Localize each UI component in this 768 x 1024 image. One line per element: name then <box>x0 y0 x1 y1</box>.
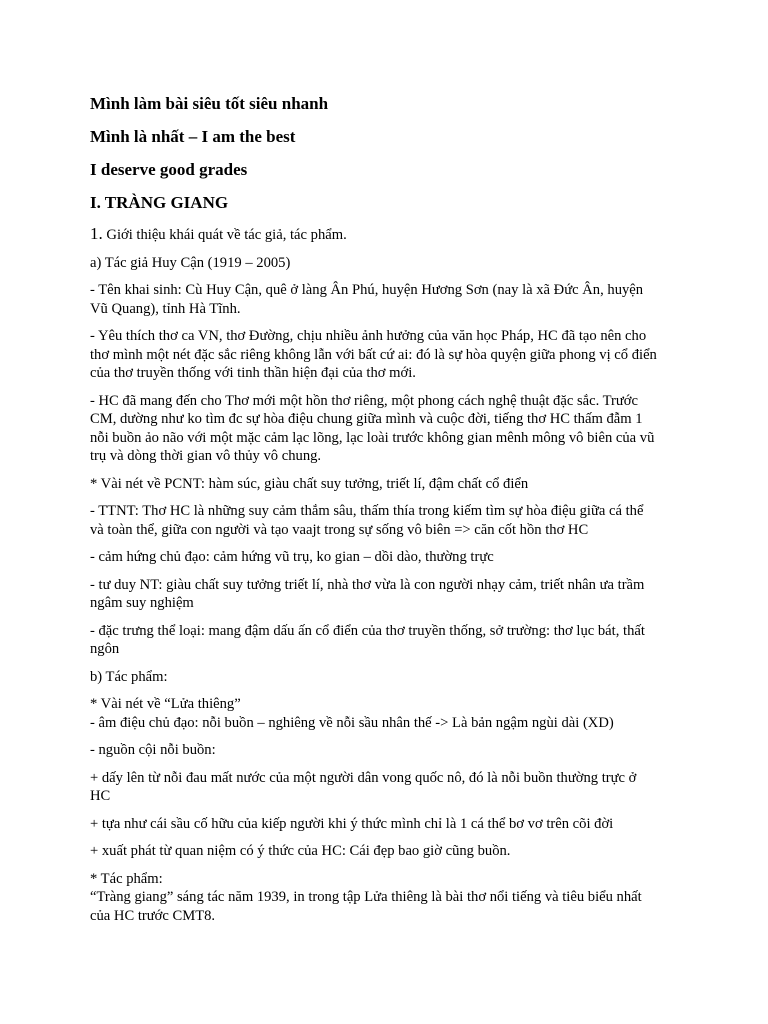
heading-1: Mình làm bài siêu tốt siêu nhanh <box>90 94 329 113</box>
text-line: và toàn thể, giữa con người và tạo vaajt trong sự sống vô biên => căn cốt hồn thơ HC <box>90 521 589 538</box>
text-line: ngôn <box>90 641 120 657</box>
text-line: - TTNT: Thơ HC là những suy cảm thắm sâu, thấm thía trong kiếm tìm sự hòa điệu giữa cá thể <box>90 503 644 519</box>
text-line: trụ và dòng thời gian vô thủy vô chung. <box>90 448 322 464</box>
paragraph <box>90 475 678 494</box>
paragraph <box>90 576 678 613</box>
text-line: a) Tác giả Huy Cận (1919 – 2005) <box>90 254 291 271</box>
paragraph <box>90 392 678 466</box>
text-line: nỗi buồn ảo não với một mặc cảm lạc lõng, lạc loài trước không gian mênh mông vô biên của vũ <box>90 429 655 446</box>
text-line: * Vài nét về “Lửa thiêng” <box>90 696 241 712</box>
intro-line <box>90 225 678 245</box>
text-line: - cảm hứng chủ đạo: cảm hứng vũ trụ, ko gian – dồi dào, thường trực <box>90 549 494 565</box>
intro-text: Giới thiệu khái quát về tác giả, tác phẩm. <box>102 227 347 243</box>
paragraph <box>90 327 678 383</box>
heading-3: I deserve good grades <box>90 160 248 179</box>
text-line: - HC đã mang đến cho Thơ mới một hồn thơ riêng, một phong cách nghệ thuật đặc sắc. Trước <box>90 392 638 409</box>
text-line: “Tràng giang” sáng tác năm 1939, in trong tập Lửa thiêng là bài thơ nổi tiếng và tiêu biểu nhất <box>90 889 642 905</box>
paragraph <box>90 870 678 926</box>
text-line: CM, dường như ko tìm đc sự hòa điệu chung giữa mình và cuộc đời, tiếng thơ HC thấm đẫm 1 <box>90 411 643 427</box>
text-line: của HC trước CMT8. <box>90 907 216 924</box>
paragraph <box>90 622 678 659</box>
section-title: I. TRÀNG GIANG <box>90 193 229 212</box>
text-line: + dấy lên từ nỗi đau mất nước của một người dân vong quốc nô, đó là nỗi buồn thường trực ở <box>90 769 637 786</box>
text-line: Vũ Quang), tỉnh Hà Tĩnh. <box>90 300 241 317</box>
text-line: ngâm suy nghiệm <box>90 595 194 611</box>
paragraph <box>90 668 678 687</box>
paragraph <box>90 815 678 834</box>
paragraph <box>90 842 678 861</box>
text-line: + tựa như cái sầu cố hữu của kiếp người khi ý thức mình chỉ là 1 cá thể bơ vơ trên cõi đời <box>90 815 614 832</box>
text-line: - đặc trưng thể loại: mang đậm dấu ấn cổ điển của thơ truyền thống, sở trường: thơ lục bát, thất <box>90 622 645 639</box>
paragraph <box>90 254 678 273</box>
intro-number: 1. <box>90 224 103 243</box>
text-line: của thơ truyền thống với tinh thần hiện đại của thơ mới. <box>90 365 416 381</box>
paragraph <box>90 502 678 539</box>
paragraph <box>90 695 678 732</box>
text-line: + xuất phát từ quan niệm có ý thức của HC: Cái đẹp bao giờ cũng buồn. <box>90 843 511 859</box>
paragraph <box>90 548 678 567</box>
paragraph <box>90 769 678 806</box>
heading-2: Mình là nhất – I am the best <box>90 127 296 146</box>
text-line: - Tên khai sinh: Cù Huy Cận, quê ở làng Ân Phú, huyện Hương Sơn (nay là xã Đức Ân, huyện <box>90 282 644 298</box>
text-line: HC <box>90 788 111 804</box>
paragraph <box>90 281 678 318</box>
text-line: b) Tác phẩm: <box>90 668 168 685</box>
text-line: - nguồn cội nỗi buồn: <box>90 742 216 758</box>
text-line: - âm điệu chủ đạo: nỗi buồn – nghiêng về nỗi sầu nhân thế -> Là bản ngậm ngùi dài (XD) <box>90 714 614 731</box>
text-line: - tư duy NT: giàu chất suy tưởng triết lí, nhà thơ vừa là con người nhạy cảm, triết nhân ưa trầm <box>90 576 645 593</box>
text-line: * Tác phẩm: <box>90 870 163 887</box>
text-line: - Yêu thích thơ ca VN, thơ Đường, chịu nhiều ảnh hưởng của văn học Pháp, HC đã tạo nên cho <box>90 328 647 344</box>
text-line: thơ mình một nét đặc sắc riêng không lẫn với bất cứ ai: đó là sự hòa quyện giữa phong vị cổ điển <box>90 346 657 363</box>
text-line: * Vài nét về PCNT: hàm súc, giàu chất suy tưởng, triết lí, đậm chất cổ điển <box>90 475 529 492</box>
paragraph <box>90 741 678 760</box>
